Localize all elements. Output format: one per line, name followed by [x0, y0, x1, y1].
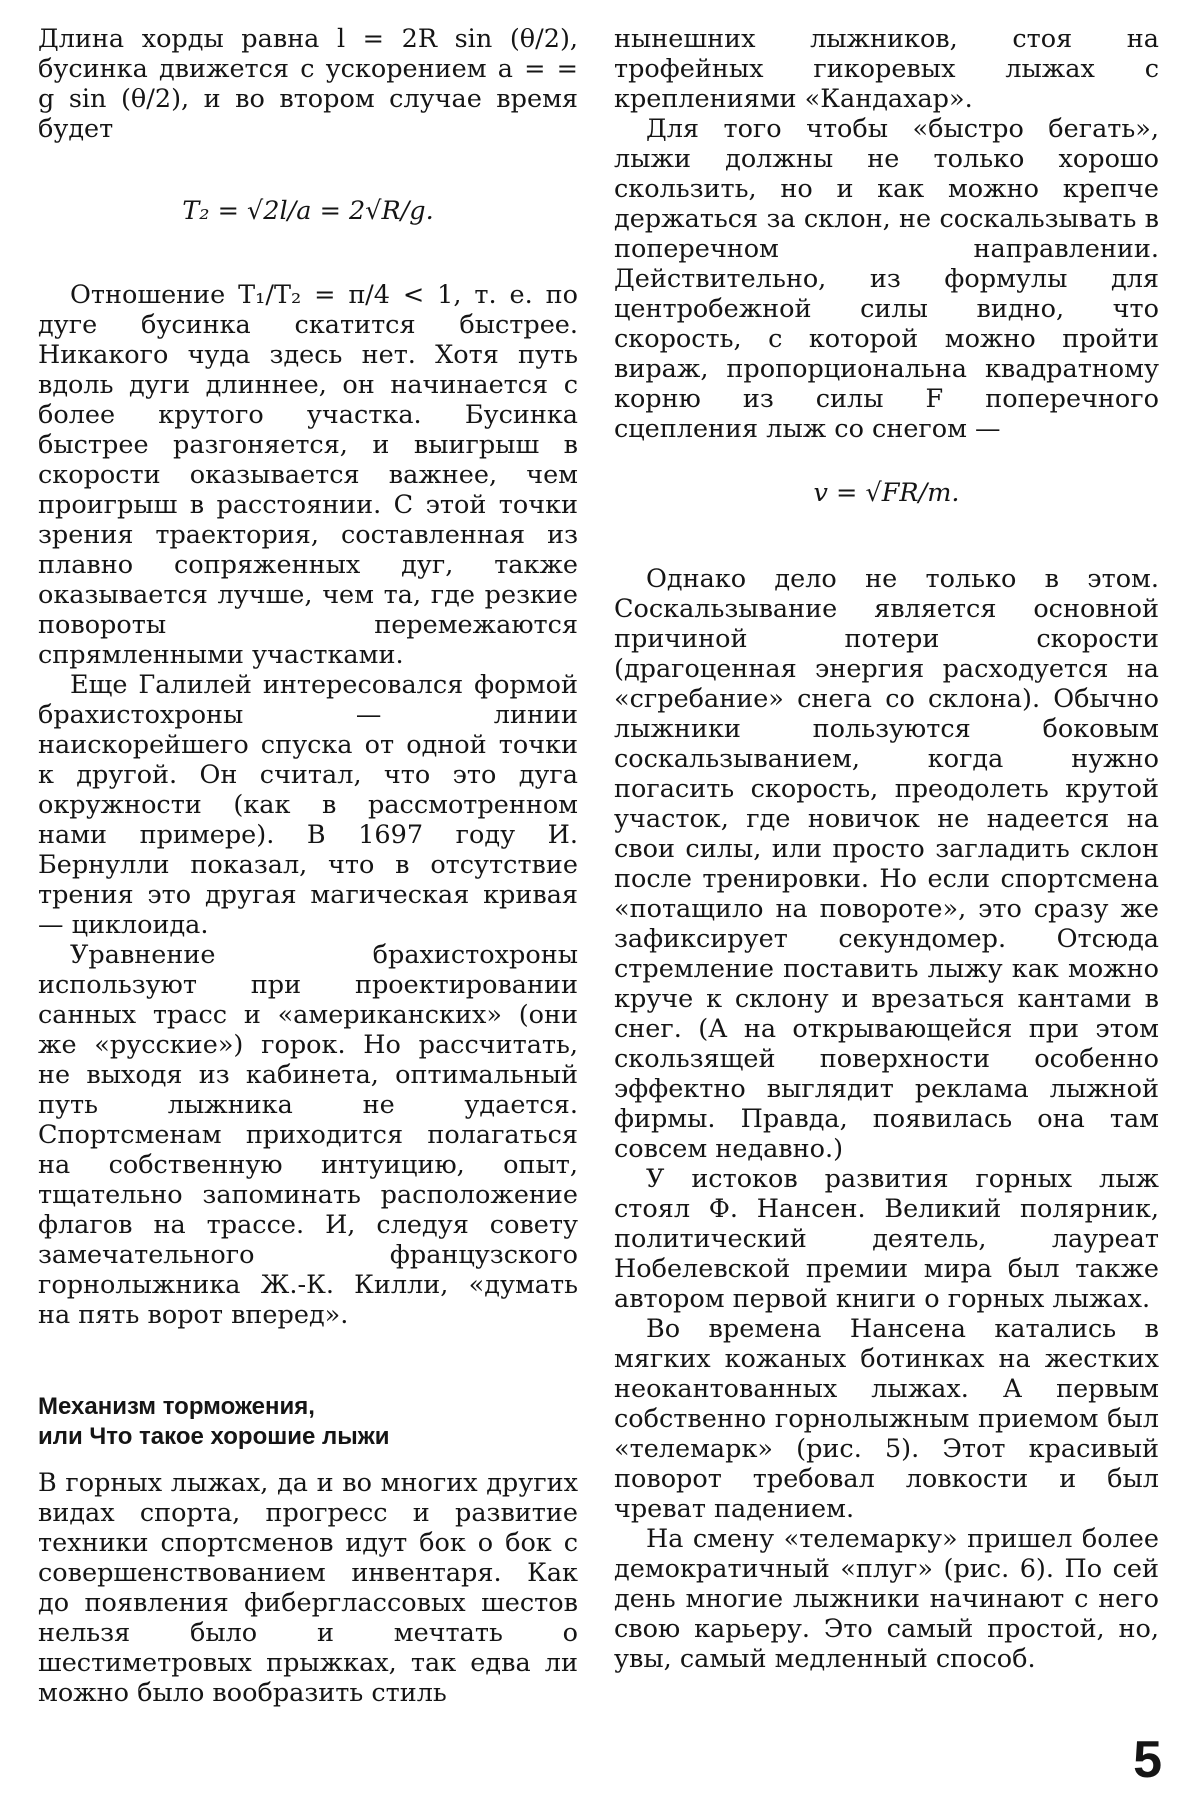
page-number: 5: [1133, 1731, 1162, 1789]
section-heading-line: Механизм торможения,: [38, 1393, 315, 1420]
paragraph: Во времена Нансена катались в мягких кожаных ботинках на жестких неокантованных лыжах. А первым собственно горнолыжным приемом был «телемарк» (рис. 5). Этот красивый поворот требовал ловкости и был чреват падением.: [614, 1314, 1159, 1524]
paragraph: нынешних лыжников, стоя на трофейных гикоревых лыжах с креплениями «Кандахар».: [614, 24, 1159, 114]
formula-velocity: v = √FR/m.: [813, 478, 960, 508]
paragraph: Еще Галилей интересовался формой брахистохроны — линии наискорейшего спуска от одной точки к другой. Он считал, что это дуга окружности (как в рассмотренном нами примере). В 1697 году И. Бернулли показал, что в отсутствие трения это другая магическая кривая — циклоида.: [38, 670, 578, 940]
formula-t2: T₂ = √2l/a = 2√R/g.: [182, 196, 434, 226]
paragraph: В горных лыжах, да и во многих других видах спорта, прогресс и развитие техники спортсменов идут бок о бок с совершенствованием инвентаря. Как до появления фиберглассовых шестов нельзя было и мечтать о шестиметровых прыжках, так едва ли можно было вообразить стиль: [38, 1468, 578, 1708]
paragraph: Для того чтобы «быстро бегать», лыжи должны не только хорошо скользить, но и как можно крепче держаться за склон, не соскальзывать в поперечном направлении. Действительно, из формулы для центробежной силы видно, что скорость, с которой можно пройти вираж, пропорциональна квадратному корню из силы F поперечного сцепления лыж со снегом —: [614, 114, 1159, 444]
right-column: [614, 24, 1159, 1674]
section-heading-line: или Что такое хорошие лыжи: [38, 1423, 390, 1450]
paragraph: Однако дело не только в этом. Соскальзывание является основной причиной потери скорости (драгоценная энергия расходуется на «сгребание» снега со склона). Обычно лыжники пользуются боковым соскальзыванием, когда нужно погасить скорость, преодолеть крутой участок, где новичок не надеется на свои силы, или просто загладить склон после тренировки. Но если спортсмена «потащило на повороте», это сразу же зафиксирует секундомер. Отсюда стремление поставить лыжу как можно круче к склону и врезаться кантами в снег. (А на открывающейся при этом скользящей поверхности особенно эффектно выглядит реклама лыжной фирмы. Правда, появилась она там совсем недавно.): [614, 564, 1159, 1164]
paragraph: Уравнение брахистохроны используют при проектировании санных трасс и «американских» (они же «русские») горок. Но рассчитать, не выходя из кабинета, оптимальный путь лыжника не удается. Спортсменам приходится полагаться на собственную интуицию, опыт, тщательно запоминать расположение флагов на трассе. И, следуя совету замечательного французского горнолыжника Ж.-К. Килли, «думать на пять ворот вперед».: [38, 940, 578, 1330]
left-column: [38, 24, 578, 1708]
paragraph: Отношение T₁/T₂ = π/4 < 1, т. е. по дуге бусинка скатится быстрее. Никакого чуда здесь нет. Хотя путь вдоль дуги длиннее, он начинается с более крутого участка. Бусинка быстрее разгоняется, и выигрыш в скорости оказывается важнее, чем проигрыш в расстоянии. С этой точки зрения траектория, составленная из плавно сопряженных дуг, также оказывается лучше, чем та, где резкие повороты перемежаются спрямленными участками.: [38, 280, 578, 670]
section-heading: [38, 1392, 578, 1452]
paragraph: Длина хорды равна l = 2R sin (θ/2), бусинка движется с ускорением a = = g sin (θ/2), и во втором случае время будет: [38, 24, 578, 144]
paragraph: На смену «телемарку» пришел более демократичный «плуг» (рис. 6). По сей день многие лыжники начинают с него свою карьеру. Это самый простой, но, увы, самый медленный способ.: [614, 1524, 1159, 1674]
paragraph: У истоков развития горных лыж стоял Ф. Нансен. Великий полярник, политический деятель, лауреат Нобелевской премии мира был также автором первой книги о горных лыжах.: [614, 1164, 1159, 1314]
